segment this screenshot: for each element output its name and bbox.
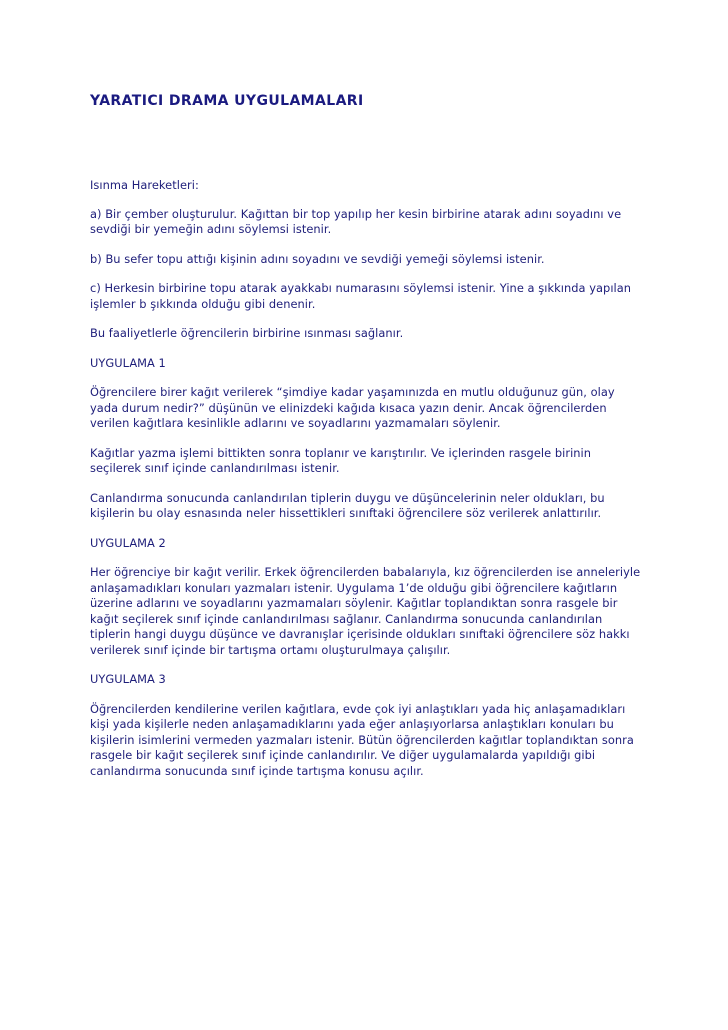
- section-heading-uygulama-2: UYGULAMA 2: [90, 535, 166, 550]
- uygulama-1-paragraph-1: Öğrencilere birer kağıt verilerek “şimdiye kadar yaşamınızda en mutlu olduğunuz gün, olay yada durum nedir?” düşünün ve elinizdeki kağıda kısaca yazın denir. Ancak öğrencilerden verilen kağıtlara kesinlikle adlarını ve soyadlarını yazmamaları söylenir.: [90, 385, 615, 430]
- document-title: YARATICI DRAMA UYGULAMALARI: [90, 93, 364, 109]
- warmup-step-a: a) Bir çember oluşturulur. Kağıttan bir top yapılıp her kesin birbirine atarak adını soyadını ve sevdiği bir yemeğin adını söylemsi istenir.: [90, 206, 622, 236]
- uygulama-3-paragraph: Öğrencilerden kendilerine verilen kağıtlara, evde çok iyi anlaştıkları yada hiç anlaşamadıkları kişi yada kişilerle neden anlaşamadıklarını yada eğer anlaşıyorlarsa anlaştıkları konuları bu kişilerin isimlerini vermeden yazmaları istenir. Bütün öğrencilerden kağıtlar toplandıktan sonra rasgele bir kağıt seçilerek sınıf içinde canlandırılır. Ve diğer uygulamalarda yapıldığı gibi canlandırma sonucunda sınıf içinde tartışma konusu açılır.: [90, 701, 634, 778]
- uygulama-1-paragraph-3: Canlandırma sonucunda canlandırılan tiplerin duygu ve düşüncelerinin neler oldukları, bu kişilerin bu olay esnasında neler hissettikleri sınıftaki öğrencilere söz verilerek anlattırılır.: [90, 490, 605, 520]
- document-page: [90, 92, 645, 793]
- section-heading-uygulama-1: UYGULAMA 1: [90, 355, 166, 370]
- uygulama-1-paragraph-2: Kağıtlar yazma işlemi bittikten sonra toplanır ve karıştırılır. Ve içlerinden rasgele birinin seçilerek sınıf içinde canlandırılması istenir.: [90, 445, 592, 475]
- uygulama-2-paragraph: Her öğrenciye bir kağıt verilir. Erkek öğrencilerden babalarıyla, kız öğrencilerden ise anneleriyle anlaşamadıkları konuları yazmaları istenir. Uygulama 1’de olduğu gibi öğrencilere kağıtların üzerine adlarını ve soyadlarını yazmamaları söylenir. Kağıtlar toplandıktan sonra rasgele bir kağıt seçilerek sınıf içinde canlandırılması sağlanır. Canlandırma sonucunda canlandırılan tiplerin hangi duygu düşünce ve davranışlar içerisinde oldukları sınıftaki öğrencilere söz hakkı verilerek sınıf içinde bir tartışma ortamı oluşturulmaya çalışılır.: [90, 565, 641, 657]
- warmup-step-b: b) Bu sefer topu attığı kişinin adını soyadını ve sevdiği yemeği söylemsi istenir.: [90, 251, 545, 266]
- section-heading-uygulama-3: UYGULAMA 3: [90, 672, 166, 686]
- warmup-step-c: c) Herkesin birbirine topu atarak ayakkabı numarasını söylemsi istenir. Yine a şıkkında yapılan işlemler b şıkkında olduğu gibi denenir.: [90, 281, 632, 311]
- warmup-heading: Isınma Hareketleri:: [90, 178, 199, 192]
- warmup-summary: Bu faaliyetlerle öğrencilerin birbirine ısınması sağlanır.: [90, 326, 404, 340]
